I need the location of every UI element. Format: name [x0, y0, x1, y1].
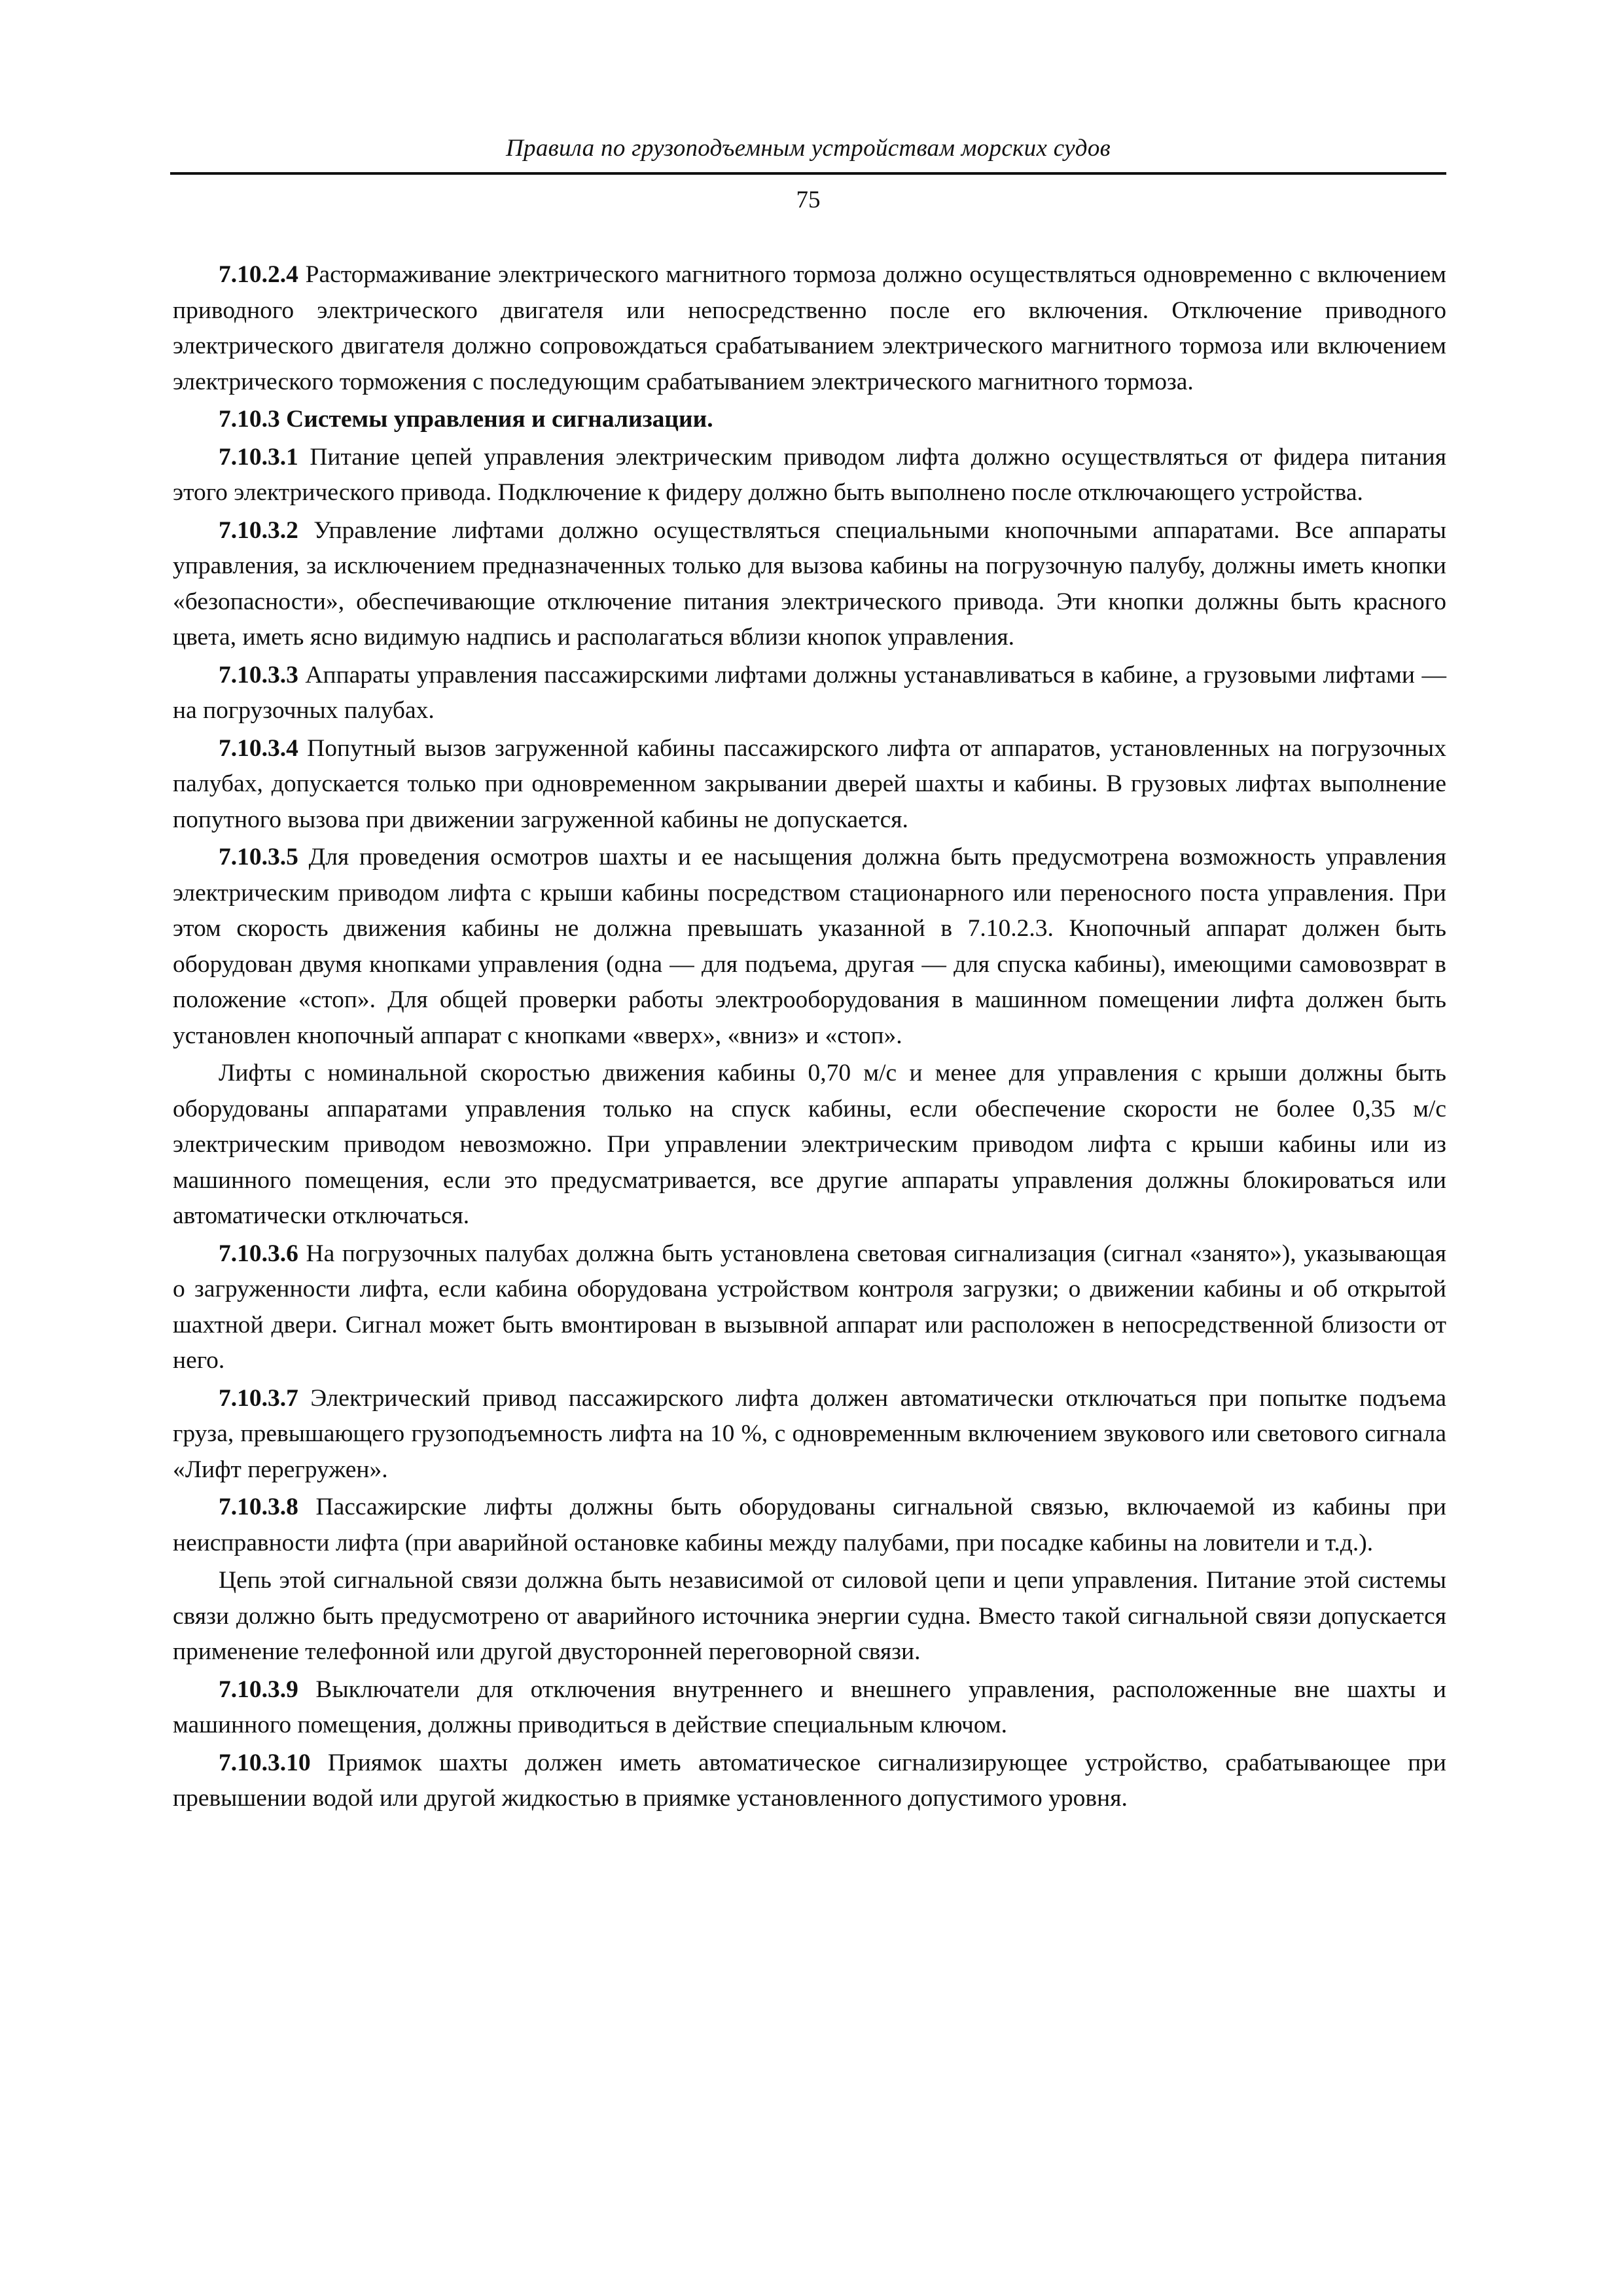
clause-number: 7.10.3.2: [219, 516, 298, 544]
paragraph-7-10-3-1: [173, 440, 1446, 511]
clause-text: Питание цепей управления электрическим приводом лифта должно осуществляться от фидера питания этого электрического привода. Подключение к фидеру должно быть выполнено после отключающего устройства.: [173, 443, 1446, 506]
clause-text: На погрузочных палубах должна быть установлена световая сигнализация (сигнал «занято»), указывающая о загруженности лифта, если кабина оборудована устройством контроля загрузки; о движении кабины и об открытой шахтной двери. Сигнал может быть вмонтирован в вызывной аппарат или расположен в непосредственной близости от него.: [173, 1240, 1446, 1374]
clause-text: Попутный вызов загруженной кабины пассажирского лифта от аппаратов, установленных на погрузочных палубах, допускается только при одновременном закрывании дверей шахты и кабины. В грузовых лифтах выполнение попутного вызова при движении загруженной кабины не допускается.: [173, 734, 1446, 833]
paragraph-7-10-3-6: [173, 1236, 1446, 1379]
clause-number: 7.10.2.4: [219, 261, 298, 288]
clause-text: Цепь этой сигнальной связи должна быть независимой от силовой цепи и цепи управления. Питание этой системы связи должно быть предусмотрено от аварийного источника энергии судна. Вместо такой сигнальной связи допускается применение телефонной или другой двусторонней переговорной связи.: [173, 1567, 1446, 1665]
body-text: [173, 257, 1446, 1817]
clause-number: 7.10.3.10: [219, 1749, 311, 1776]
clause-number: 7.10.3.8: [219, 1494, 298, 1520]
clause-number: 7.10.3.9: [219, 1676, 298, 1703]
page-number: 75: [796, 187, 821, 213]
clause-number: 7.10.3.7: [219, 1384, 298, 1412]
clause-text: Для проведения осмотров шахты и ее насыщения должна быть предусмотрена возможность управления электрическим приводом лифта с крыши кабины посредством стационарного или переносного поста управления. При этом скорость движения кабины не должна превышать указанной в 7.10.2.3. Кнопочный аппарат должен быть оборудован двумя кнопками управления (одна — для подъема, другая — для спуска кабины), имеющими самовозврат в положение «стоп». Для общей проверки работы электрооборудования в машинном помещении лифта должен быть установлен кнопочный аппарат с кнопками «вверх», «вниз» и «стоп».: [173, 844, 1446, 1049]
section-heading-7-10-3: [173, 402, 1446, 438]
paragraph-7-10-3-7: [173, 1381, 1446, 1488]
paragraph-7-10-3-8: [173, 1490, 1446, 1561]
clause-text: Приямок шахты должен иметь автоматическое сигнализирующее устройство, срабатывающее при превышении водой или другой жидкостью в приямке установленного допустимого уровня.: [173, 1749, 1446, 1812]
clause-text: Аппараты управления пассажирскими лифтами должны устанавливаться в кабине, а грузовыми лифтами — на погрузочных палубах.: [173, 661, 1446, 724]
clause-number: 7.10.3.1: [219, 443, 298, 471]
clause-text: Лифты с номинальной скоростью движения кабины 0,70 м/с и менее для управления с крыши должны быть оборудованы аппаратами управления только на спуск кабины, если обеспечение скорости не более 0,35 м/с электрическим приводом невозможно. При управлении электрическим приводом лифта с крыши кабины или из машинного помещения, если это предусматривается, все другие аппараты управления должны блокироваться или автоматически отключаться.: [173, 1060, 1446, 1229]
section-heading-text: Системы управления и сигнализации.: [279, 406, 713, 433]
clause-number: 7.10.3.4: [219, 734, 298, 762]
clause-number: 7.10.3: [219, 406, 280, 433]
clause-text: Выключатели для отключения внутреннего и внешнего управления, расположенные вне шахты и машинного помещения, должны приводиться в действие специальным ключом.: [173, 1676, 1446, 1738]
header-rule: [170, 172, 1446, 175]
paragraph-7-10-3-4: [173, 731, 1446, 838]
clause-text: Пассажирские лифты должны быть оборудованы сигнальной связью, включаемой из кабины при неисправности лифта (при аварийной остановке кабины между палубами, при посадке кабины на ловители и т.д.).: [173, 1494, 1446, 1556]
paragraph-7-10-3-9: [173, 1672, 1446, 1744]
paragraph-7-10-3-3: [173, 658, 1446, 729]
clause-number: 7.10.3.5: [219, 844, 298, 870]
paragraph-7-10-3-5-continued: [173, 1056, 1446, 1234]
paragraph-7-10-3-5: [173, 840, 1446, 1054]
clause-text: Электрический привод пассажирского лифта должен автоматически отключаться при попытке подъема груза, превышающего грузоподъемность лифта на 10 %, с одновременным включением звукового или светового сигнала «Лифт перегружен».: [173, 1384, 1446, 1483]
running-header: Правила по грузоподъемным устройствам морских судов: [506, 135, 1111, 162]
paragraph-7-10-2-4: [173, 257, 1446, 400]
clause-number: 7.10.3.3: [219, 661, 298, 689]
paragraph-7-10-3-2: [173, 513, 1446, 656]
paragraph-7-10-3-8-continued: [173, 1563, 1446, 1670]
clause-text: Растормаживание электрического магнитного тормоза должно осуществляться одновременно с включением приводного электрического двигателя или непосредственно после его включения. Отключение приводного электрического двигателя должно сопровождаться срабатыванием электрического магнитного тормоза или включением электрического торможения с последующим срабатыванием электрического магнитного тормоза.: [173, 261, 1446, 395]
clause-number: 7.10.3.6: [219, 1240, 298, 1267]
clause-text: Управление лифтами должно осуществляться специальными кнопочными аппаратами. Все аппараты управления, за исключением предназначенных только для вызова кабины на погрузочную палубу, должны иметь кнопки «безопасности», обеспечивающие отключение питания электрического привода. Эти кнопки должны быть красного цвета, иметь ясно видимую надпись и располагаться вблизи кнопок управления.: [173, 516, 1446, 651]
paragraph-7-10-3-10: [173, 1746, 1446, 1817]
